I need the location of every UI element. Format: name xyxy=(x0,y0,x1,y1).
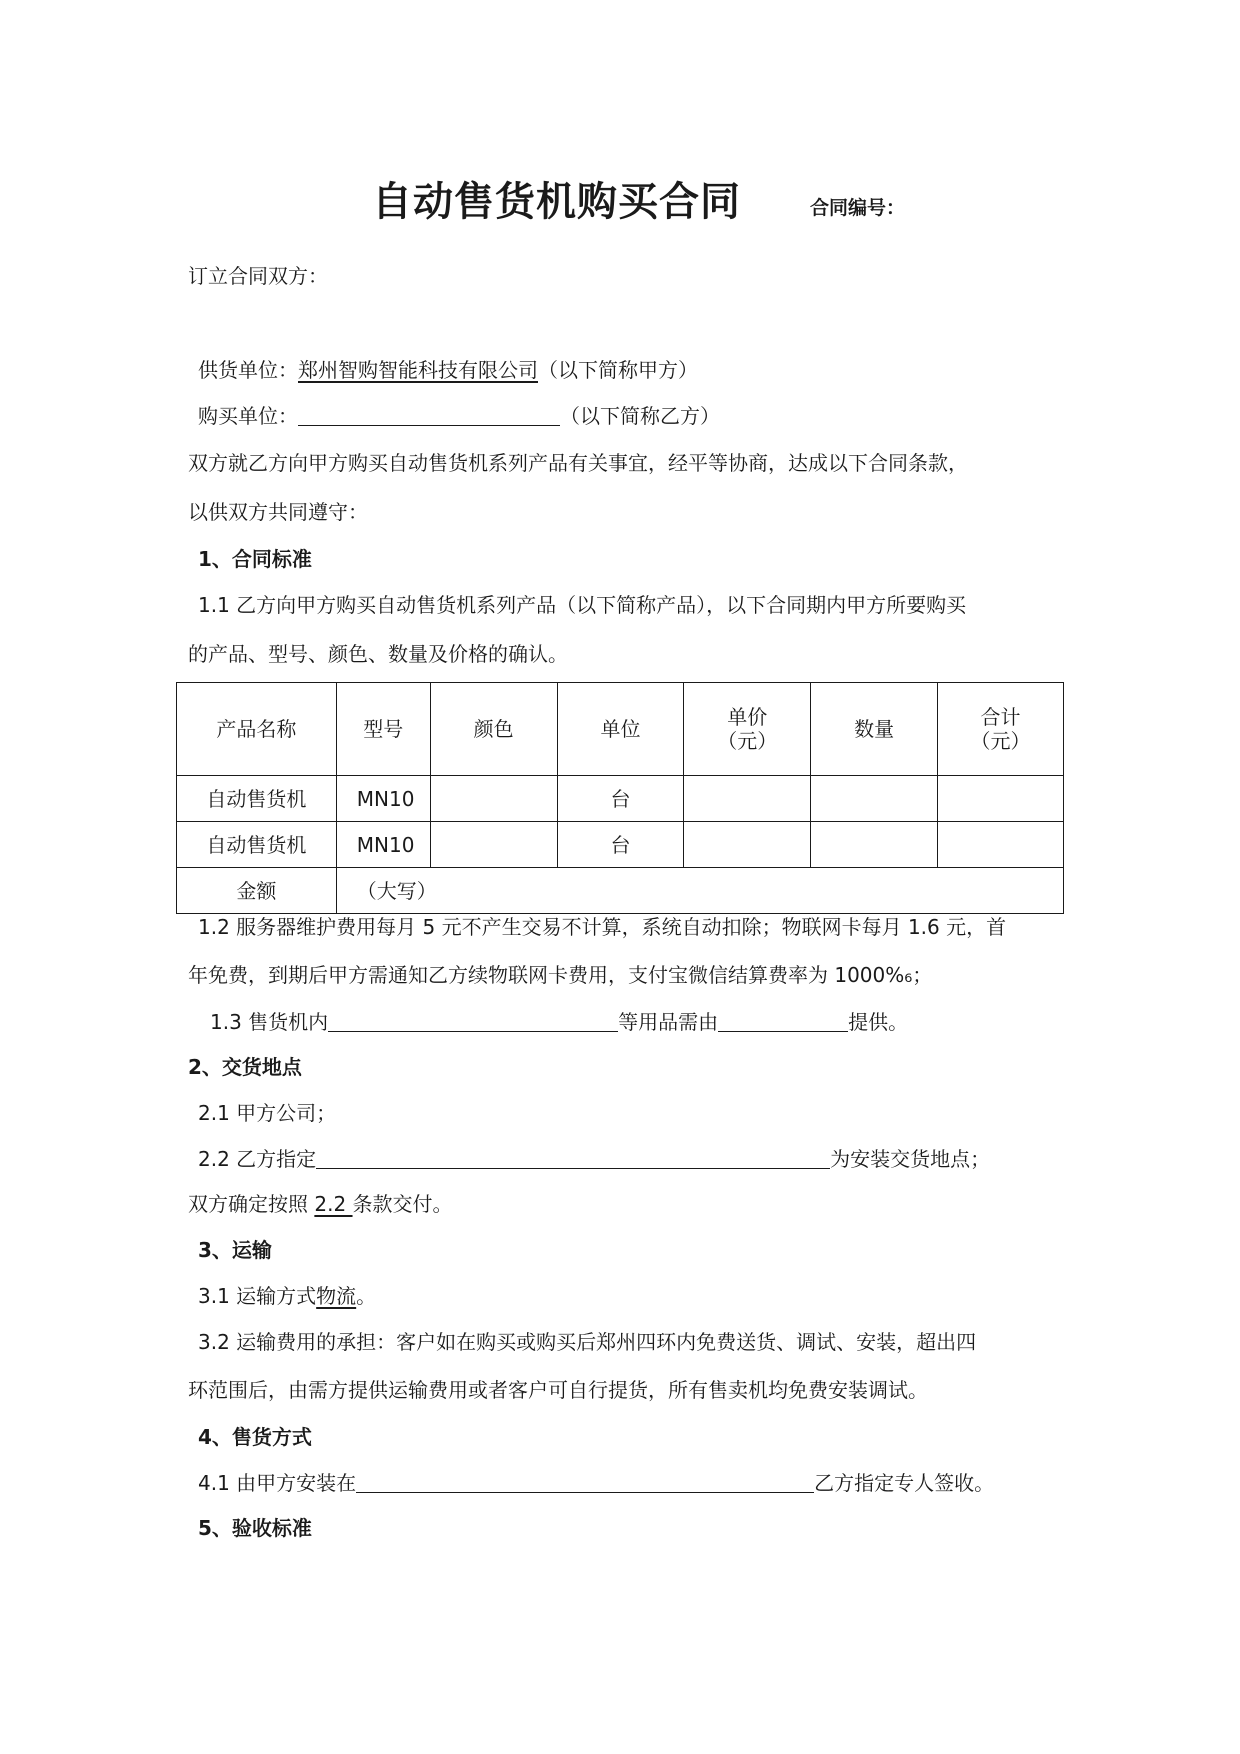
clause-2-2 xyxy=(198,1145,990,1173)
buyer-line xyxy=(198,402,720,430)
cell-color[interactable] xyxy=(430,776,557,822)
cell-product-name: 自动售货机 xyxy=(177,822,337,868)
section-3-heading: 3、运输 xyxy=(198,1238,272,1262)
cell-color[interactable] xyxy=(430,822,557,868)
header-unit-price-currency: （元） xyxy=(717,729,778,753)
page-title: 自动售货机购买合同 xyxy=(372,179,741,225)
clause-1-2-line-2: 年免费，到期后甲方需通知乙方续物联网卡费用，支付宝微信结算费率为 1000%₆； xyxy=(188,963,933,987)
clause-3-1 xyxy=(198,1282,376,1310)
header-total xyxy=(938,683,1064,776)
delivery-agreement xyxy=(188,1190,453,1218)
cell-quantity[interactable] xyxy=(811,776,938,822)
delivery-location-blank[interactable] xyxy=(316,1146,830,1169)
cell-quantity[interactable] xyxy=(811,822,938,868)
delivery-clause-ref: 2.2 xyxy=(314,1192,353,1216)
preamble-line-2: 以供双方共同遵守： xyxy=(188,500,368,524)
cell-model: MN10 xyxy=(336,776,430,822)
header-unit: 单位 xyxy=(557,683,684,776)
section-4-heading: 4、售货方式 xyxy=(198,1425,312,1449)
header-color: 颜色 xyxy=(430,683,557,776)
buyer-label: 购买单位： xyxy=(198,404,298,428)
header-total-currency: （元） xyxy=(970,729,1031,753)
delivery-agreement-prefix: 双方确定按照 xyxy=(188,1192,315,1216)
table-amount-row xyxy=(177,868,1064,914)
supplies-blank[interactable] xyxy=(328,1009,618,1032)
table-row xyxy=(177,822,1064,868)
clause-1-1-line-2: 的产品、型号、颜色、数量及价格的确认。 xyxy=(188,642,568,666)
cell-total[interactable] xyxy=(938,822,1064,868)
delivery-agreement-suffix: 条款交付。 xyxy=(352,1192,453,1216)
clause-2-1: 2.1 甲方公司； xyxy=(198,1101,337,1125)
section-1-heading: 1、合同标准 xyxy=(198,547,312,571)
clause-1-1-line-1: 1.1 乙方向甲方购买自动售货机系列产品（以下简称产品），以下合同期内甲方所要购买 xyxy=(198,593,967,617)
clause-4-1 xyxy=(198,1469,994,1497)
header-unit-price xyxy=(684,683,811,776)
provider-blank[interactable] xyxy=(718,1009,848,1032)
cell-unit: 台 xyxy=(557,776,684,822)
supplier-name: 郑州智购智能科技有限公司 xyxy=(298,358,538,382)
transport-method: 物流 xyxy=(316,1284,357,1308)
header-quantity: 数量 xyxy=(811,683,938,776)
supplier-suffix: （以下简称甲方） xyxy=(538,358,698,382)
header-model: 型号 xyxy=(336,683,430,776)
cell-model: MN10 xyxy=(336,822,430,868)
amount-value[interactable]: （大写） xyxy=(336,868,1063,914)
clause-3-2-line-2: 环范围后，由需方提供运输费用或者客户可自行提货，所有售卖机均免费安装调试。 xyxy=(188,1378,928,1402)
contract-number-label: 合同编号： xyxy=(810,197,906,219)
buyer-suffix: （以下简称乙方） xyxy=(560,404,720,428)
clause-3-1-suffix: 。 xyxy=(356,1284,377,1308)
supplier-label: 供货单位： xyxy=(198,358,298,382)
amount-label: 金额 xyxy=(177,868,337,914)
header-unit-price-label: 单价 xyxy=(727,705,768,729)
header-total-label: 合计 xyxy=(980,705,1021,729)
cell-product-name: 自动售货机 xyxy=(177,776,337,822)
clause-1-3 xyxy=(210,1008,908,1036)
parties-intro: 订立合同双方： xyxy=(188,264,328,288)
preamble-line-1: 双方就乙方向甲方购买自动售货机系列产品有关事宜，经平等协商，达成以下合同条款， xyxy=(188,451,968,475)
table-header-row xyxy=(177,683,1064,776)
clause-3-1-prefix: 3.1 运输方式 xyxy=(198,1284,317,1308)
clause-1-3-suffix: 提供。 xyxy=(848,1010,909,1034)
cell-unit-price[interactable] xyxy=(684,776,811,822)
clause-3-2-line-1: 3.2 运输费用的承担：客户如在购买或购买后郑州四环内免费送货、调试、安装，超出四 xyxy=(198,1330,977,1354)
clause-2-2-suffix: 为安装交货地点； xyxy=(830,1147,991,1171)
header-product-name: 产品名称 xyxy=(177,683,337,776)
product-table xyxy=(176,682,1064,914)
buyer-blank[interactable] xyxy=(298,403,560,426)
clause-4-1-suffix: 乙方指定专人签收。 xyxy=(814,1471,995,1495)
section-5-heading: 5、验收标准 xyxy=(198,1516,312,1540)
clause-1-2-line-1: 1.2 服务器维护费用每月 5 元不产生交易不计算，系统自动扣除；物联网卡每月 1.6 元，首 xyxy=(198,915,1007,939)
section-2-heading: 2、交货地点 xyxy=(188,1055,302,1079)
supplier-line xyxy=(198,356,698,384)
clause-1-3-prefix: 1.3 售货机内 xyxy=(210,1010,329,1034)
clause-2-2-prefix: 2.2 乙方指定 xyxy=(198,1147,317,1171)
cell-unit-price[interactable] xyxy=(684,822,811,868)
cell-total[interactable] xyxy=(938,776,1064,822)
clause-1-3-middle: 等用品需由 xyxy=(618,1010,719,1034)
cell-unit: 台 xyxy=(557,822,684,868)
table-row xyxy=(177,776,1064,822)
installation-location-blank[interactable] xyxy=(356,1470,814,1493)
clause-4-1-prefix: 4.1 由甲方安装在 xyxy=(198,1471,357,1495)
